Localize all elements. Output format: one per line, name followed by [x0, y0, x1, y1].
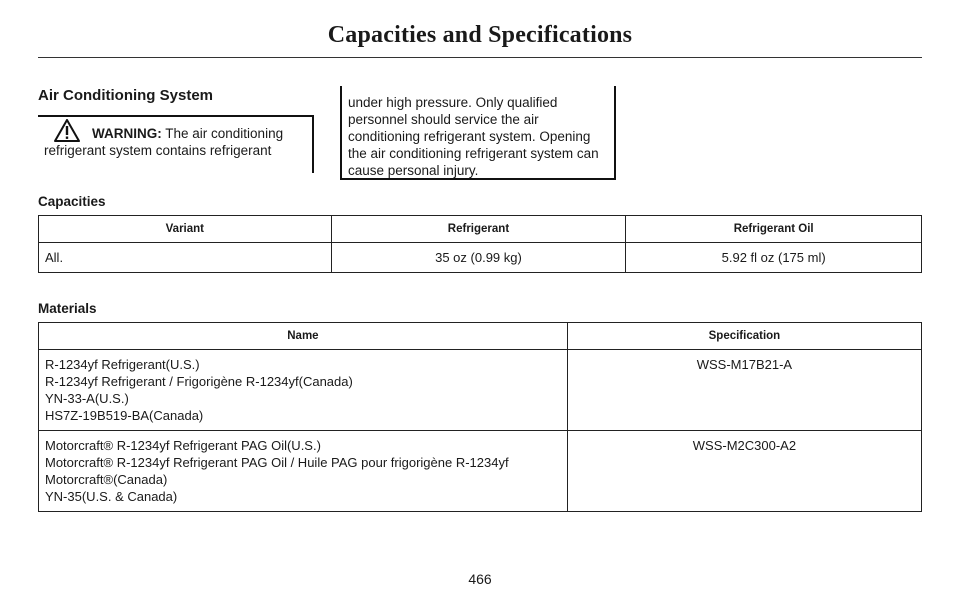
- warning-line: the air conditioning refrigerant system can: [348, 146, 599, 161]
- table-header-row: [39, 323, 922, 350]
- material-name-line: R-1234yf Refrigerant / Frigorigène R-1234yf(Canada): [45, 374, 353, 389]
- warning-line: conditioning refrigerant system. Opening: [348, 129, 591, 144]
- materials-heading: Materials: [38, 301, 97, 316]
- warning-line: refrigerant system contains refrigerant: [44, 143, 272, 158]
- column-header: Variant: [39, 216, 332, 243]
- table-row: [39, 243, 922, 273]
- column-header: Refrigerant: [331, 216, 626, 243]
- material-name-line: YN-35(U.S. & Canada): [45, 489, 178, 504]
- specification-cell: WSS-M17B21-A: [567, 350, 921, 431]
- materials-table: [38, 322, 922, 512]
- material-name-line: HS7Z-19B519-BA(Canada): [45, 408, 204, 423]
- table-row: [39, 431, 922, 512]
- warning-line: cause personal injury.: [348, 163, 479, 178]
- table-row: [39, 350, 922, 431]
- material-name-cell: [39, 431, 568, 512]
- warning-box-start: [38, 115, 314, 173]
- specification-cell: WSS-M2C300-A2: [567, 431, 921, 512]
- warning-line: under high pressure. Only qualified: [348, 95, 558, 110]
- material-name-line: Motorcraft® R-1234yf Refrigerant PAG Oil / Huile PAG pour frigorigène R-1234yf: [45, 455, 509, 470]
- warning-triangle-icon: [54, 119, 80, 142]
- warning-line: personnel should service the air: [348, 112, 539, 127]
- section-heading: Air Conditioning System: [38, 87, 214, 104]
- column-header: Specification: [567, 323, 921, 350]
- material-name-line: Motorcraft®(Canada): [45, 472, 168, 487]
- refrigerant-cell: 35 oz (0.99 kg): [331, 243, 626, 273]
- column-header: Refrigerant Oil: [626, 216, 922, 243]
- material-name-line: YN-33-A(U.S.): [45, 391, 129, 406]
- capacities-heading: Capacities: [38, 194, 106, 209]
- page-title: Capacities and Specifications: [327, 22, 633, 48]
- material-name-line: R-1234yf Refrigerant(U.S.): [45, 357, 200, 372]
- warning-line: [44, 125, 306, 142]
- material-name-line: Motorcraft® R-1234yf Refrigerant PAG Oil(U.S.): [45, 438, 321, 453]
- warning-box-continued: [340, 86, 616, 180]
- variant-cell: All.: [39, 243, 332, 273]
- title-divider: [38, 57, 922, 58]
- capacities-table: [38, 215, 922, 273]
- warning-text: The air conditioning: [161, 126, 284, 141]
- column-header: Name: [39, 323, 568, 350]
- table-header-row: [39, 216, 922, 243]
- page-number: 466: [468, 571, 492, 587]
- material-name-cell: [39, 350, 568, 431]
- refrigerant-oil-cell: 5.92 fl oz (175 ml): [626, 243, 922, 273]
- warning-label: WARNING:: [92, 126, 162, 141]
